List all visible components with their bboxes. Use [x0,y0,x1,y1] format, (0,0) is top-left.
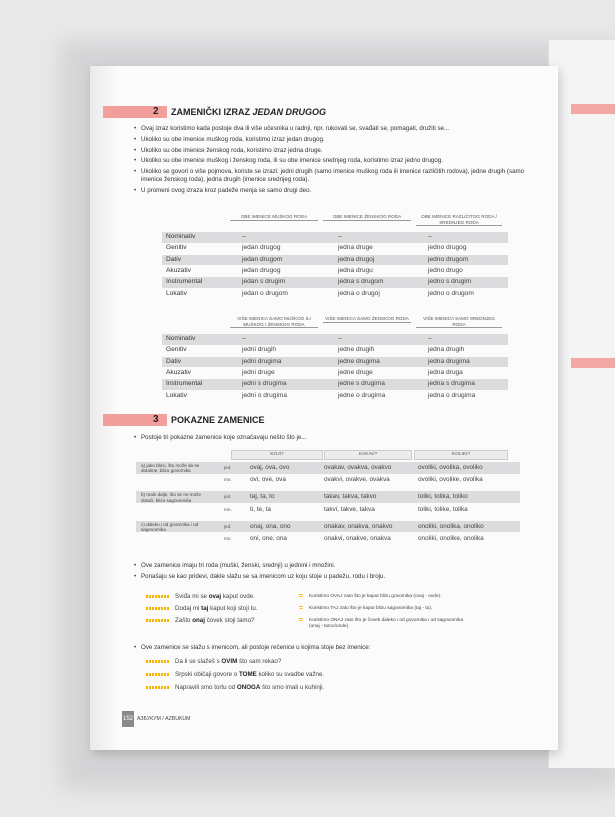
table-row [162,277,508,288]
table-cell: – [338,233,342,240]
number-label: jed. [224,494,232,500]
table-cell: jedan drugog [242,244,281,252]
table-row [162,232,508,243]
table3-header: KOLIKI? [414,450,508,460]
bullet-item: • Ukoliko su obe imenice ženskog roda, koristimo izraz jedna druge. [134,147,544,155]
table-row [162,243,508,254]
table-cell: jedno drugog [428,244,467,252]
table-cell: jedan drugog [242,266,281,274]
table-row [162,379,508,390]
table-cell: jedna druge [338,244,373,252]
example-marker [146,686,169,689]
example-sentence: Zašto onaj čovek stoji tamo? [146,617,254,625]
bullet-item: • Postoje tri pokazne zamenice koje označavaju nešto što je... [134,434,544,442]
section-3-header [103,414,373,426]
example-note: Koristimo OVAJ zato što je kaput blizu govornika (ovaj - ovde). [309,594,442,599]
example-marker [146,673,169,676]
bullet-item: • Ovaj izraz koristimo kada postoje dva ili više učesnika u radnji, npr. rukovati se, svađati se, pomagati, družiti se... [134,125,544,133]
number-label: mn. [224,477,232,483]
table-cell: ovoliki, ovolika, ovoliko [418,464,483,471]
table-row [162,357,508,368]
example-sentence: Sviđa mi se ovaj kaput ovde. [146,593,255,601]
group-label: a) jako blizu, što može da se dotakne, blizu govornika [141,463,200,474]
page-binding-shadow [90,66,118,750]
table-cell: jedni drugima [242,357,282,365]
table-cell: jedna s drugom [338,278,384,286]
example-note: Koristimo ONAJ zato što je čovek daleko i od govornika i od sagovornika (onaj - tamo/onde). [309,618,464,629]
bullet-item: • Ukoliko se govori o više pojmova, koriste se izrazi: jedni drugih (samo imenice muškog roda ili imenice različitih rodova), jedne drugih (samo imenice ženskog roda), jedna drugih (imenice srednjeg roda). [134,168,544,184]
table-cell: jedno drugom [428,255,469,263]
table-cell: jedna drugih [428,346,465,354]
table-row [162,334,508,345]
table-cell: – [428,233,432,240]
section-title: ZAMENIČKI IZRAZ JEDAN DRUGOG [171,107,327,117]
table-cell: onaj, ona, ono [250,522,291,530]
table-row [136,521,520,533]
bullet-item: • Ponašaju se kao pridevi, dakle slažu se sa imenicom uz koju stoje u padežu, rodu i broju. [134,573,544,581]
table-cell: onakvi, onakve, onakva [324,535,391,542]
table-cell: onoliki, onolika, onoliko [418,522,484,530]
table-cell: jedni drugih [242,346,277,354]
table-cell: jedan drugom [242,255,283,263]
table-cell: taj, ta, to [250,493,275,501]
section-number-bar [103,106,167,118]
right-page-edge [548,40,615,768]
number-label: mn. [224,536,232,541]
bullet-item: • Ukoliko su obe imenice muškog i ženskog roda, ili su obe imenice srednjeg roda, koristimo izraz jedno drugog. [134,157,544,165]
section-3-bullet-3 [134,644,544,655]
section-3-intro [134,434,544,445]
case-label: Instrumental [166,380,203,388]
case-label: Lokativ [166,391,187,399]
section-number: 3 [153,414,159,425]
table-cell: jedna s drugima [428,380,475,388]
section-title: POKAZNE ZAMENICE [171,415,265,425]
table-row [162,345,508,356]
table-row [136,504,520,516]
table-row [136,462,520,474]
table-cell: – [338,335,342,342]
equals-icon: = [299,593,304,600]
case-label: Genitiv [166,244,187,252]
table-cell: jedno o drugom [428,289,474,297]
example-sentence: Srpski običaji govore o TOME koliko su svadbe važne. [146,671,324,679]
case-label: Nominativ [166,335,196,342]
table-cell: jedno s drugim [428,278,472,286]
table-cell: jedni s drugima [242,380,287,388]
table-cell: ovi, ove, ova [250,476,286,484]
section-3-bullets [134,562,544,584]
example-sentence: Dodaj mi taj kaput koji stoji tu. [146,605,258,613]
table-cell: jedne o drugima [338,391,386,399]
section-number: 2 [153,106,159,117]
page-number: 152 [122,711,134,727]
number-label: jed. [224,523,232,529]
table-cell: – [428,335,432,342]
table-cell: ovaj, ova, ovo [250,464,290,471]
section-title-emphasis: JEDAN DRUGOG [252,107,327,117]
table-cell: ovakvi, ovakve, ovakva [324,476,390,484]
table-cell: jedna o drugima [428,391,476,399]
table2-header: VIŠE IMENICA SAMO ŽENSKOG RODA [323,316,411,323]
table-row [162,391,508,402]
example-sentence: Napravili smo tortu od ONOGA što smo imali u kuhinji. [146,684,324,692]
example-marker [146,607,169,610]
table-cell: jedna drugoj [338,255,375,263]
section-2-header [103,106,373,118]
example-note: Koristimo TAJ zato što je kaput blizu sagovornika (taj - tu). [309,606,433,611]
table-row [136,491,520,503]
table-cell: jedne s drugima [338,380,385,388]
table-cell: jedna o drugoj [338,289,380,297]
case-label: Dativ [166,255,182,263]
table-cell: toliki, tolike, tolika [418,505,468,513]
case-label: Instrumental [166,278,203,286]
table1-header: OBE IMENICE MUŠKOG RODA [230,214,318,221]
case-label: Lokativ [166,289,187,297]
example-marker [146,619,169,622]
right-page-stripe [571,358,615,368]
table1-header: OBE IMENICE ŽENSKOG RODA [323,214,411,221]
table-cell: onakav, onakva, onakvo [324,522,393,530]
number-label: mn. [224,506,232,512]
table-cell: jedne drugih [338,346,375,354]
table-cell: jedni o drugima [242,391,288,399]
bullet-item: • U promeni ovog izraza kroz padeže menja se samo drugi deo. [134,187,544,195]
case-label: Dativ [166,357,182,365]
table3-header: KOJI? [231,450,323,460]
bullet-item: • Ove zamenice imaju tri roda (muški, ženski, srednji) u jednini i množini. [134,562,544,570]
example-marker [146,660,169,663]
case-label: Akuzativ [166,368,191,376]
equals-icon: = [299,617,304,624]
number-label: jed. [224,465,232,470]
case-label: Genitiv [166,346,187,354]
table-row [162,255,508,266]
case-label: Nominativ [166,233,196,240]
group-label: b) malo dalje, što se ne može dotaći, blizu sagovornika [141,492,202,503]
table-cell: jedna druga [428,368,463,376]
table-cell: ti, te, ta [250,505,271,513]
table-cell: jedne drugima [338,357,380,365]
table2-header: VIŠE IMENICA SAMO SREDNJEG RODA [416,316,502,328]
table-cell: toliki, tolika, toliko [418,493,468,501]
book-page [90,66,558,750]
table-cell: jedan s drugim [242,278,286,286]
table-cell: jedni druge [242,368,275,376]
example-marker [146,595,169,598]
table-row [162,266,508,277]
table-row [136,474,520,486]
table-cell: jedna drugima [428,357,470,365]
table2-header: VIŠE IMENICA SAMO MUŠKOG ILI MUŠKOG I ŽENSKOG RODA [230,316,318,328]
bullet-item: • Ukoliko su obe imenice muškog roda, koristimo izraz jedan drugog. [134,136,544,144]
table1-header: OBE IMENICE RAZLIČITOG RODA / SREDNJEG RODA [416,214,502,226]
table-cell: ovakav, ovakva, ovakvo [324,464,392,471]
case-label: Akuzativ [166,266,191,274]
right-page-stripe [571,104,615,114]
group-label: c) daleko i od govornika i od sagovornika [141,521,199,533]
example-sentence: Da li se slažeš s OVIM što sam rekao? [146,658,281,666]
equals-icon: = [299,605,304,612]
footer-text: АЗБУКУМ / AZBUKUM [137,716,191,722]
table-row [162,289,508,300]
table-row [162,368,508,379]
table3-header: KAKAV? [324,450,412,460]
table-cell: jedan o drugom [242,289,288,297]
table-row [136,533,520,545]
table-cell: jedne druge [338,368,373,376]
bullet-item: • Ove zamenice se slažu s imenicom, ali postoje rečenice u kojima stoje bez imenice: [134,644,544,652]
section-2-bullets [134,125,544,198]
table-cell: oni, one, ona [250,535,287,542]
table-cell: jedna drugu [338,266,373,274]
table-cell: – [242,335,246,342]
table-cell: – [242,233,246,240]
table-cell: takvi, takve, takva [324,505,375,513]
table-cell: jedno drugo [428,266,463,274]
table-cell: takav, takva, takvo [324,493,377,501]
table-cell: ovoliki, ovolike, ovolika [418,476,483,484]
table-cell: onoliki, onolike, onolika [418,535,484,542]
section-number-bar [103,414,167,426]
